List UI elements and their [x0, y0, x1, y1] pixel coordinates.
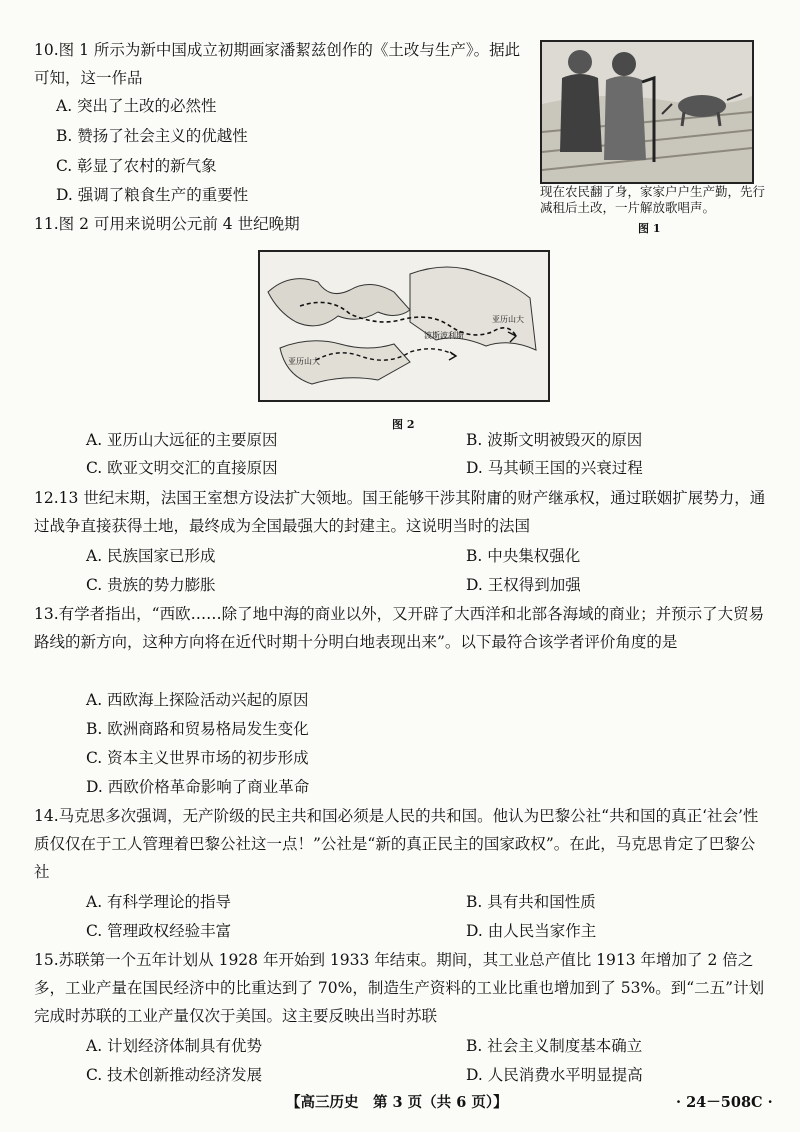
q11-option-b[interactable]: B. 波斯文明被毁灭的原因	[466, 431, 643, 449]
q12-option-c[interactable]: C. 贵族的势力膨胀	[86, 576, 216, 594]
q15-option-c[interactable]: C. 技术创新推动经济发展	[86, 1066, 263, 1084]
question-14-stem: 14.马克思多次强调，无产阶级的民主共和国必须是人民的共和国。他认为巴黎公社“共和国的真正‘社会’性质仅仅在于工人管理着巴黎公社这一点！”公社是“新的真正民主的国家政权”。在此，马克思肯定了巴黎公社	[34, 807, 759, 881]
q14-option-b[interactable]: B. 具有共和国性质	[466, 893, 596, 911]
question-13	[34, 600, 769, 656]
q14-option-d[interactable]: D. 由人民当家作主	[466, 922, 597, 940]
exam-code: · 24－508C ·	[676, 1094, 773, 1111]
q12-option-b[interactable]: B. 中央集权强化	[466, 547, 581, 565]
figure-1-label: 图 1	[638, 222, 661, 235]
question-15-stem: 15.苏联第一个五年计划从 1928 年开始到 1933 年结束。期间，其工业总产值比 1913 年增加了 2 倍之多，工业产量在国民经济中的比重达到了 70%，制造生产资料的工业比重也增加到了 53%。到“二五”计划完成时苏联的工业产量仅次于美国。这主要反映出当时苏联	[34, 951, 765, 1025]
q13-option-d[interactable]: D. 西欧价格革命影响了商业革命	[86, 778, 310, 796]
q14-option-c[interactable]: C. 管理政权经验丰富	[86, 922, 232, 940]
question-11	[34, 210, 769, 238]
q11-option-d[interactable]: D. 马其顿王国的兴衰过程	[466, 459, 643, 477]
map-label-alexandria-east: 亚历山大	[492, 315, 524, 324]
q13-option-c[interactable]: C. 资本主义世界市场的初步形成	[86, 749, 309, 767]
page-footer: 【高三历史 第 3 页（共 6 页）】	[286, 1094, 508, 1111]
question-15	[34, 946, 769, 1030]
map-label-alexandria: 亚历山大	[288, 357, 320, 366]
figure-2-label: 图 2	[392, 418, 415, 431]
question-12	[34, 484, 769, 540]
question-10-stem: 10.图 1 所示为新中国成立初期画家潘絜兹创作的《土改与生产》。据此可知，这一作品	[34, 41, 521, 87]
figure-1-illustration	[540, 40, 754, 184]
farmers-illustration	[542, 42, 752, 182]
question-12-stem: 12.13 世纪末期，法国王室想方设法扩大领地。国王能够干涉其附庸的财产继承权，通过联姻扩展势力，通过战争直接获得土地，最终成为全国最强大的封建主。这说明当时的法国	[34, 489, 766, 535]
alexander-route-map	[260, 252, 548, 400]
question-13-stem: 13.有学者指出，“西欧……除了地中海的商业以外，又开辟了大西洋和北部各海域的商业；并预示了大贸易路线的新方向，这种方向将在近代时期十分明白地表现出来”。以下最符合该学者评价角度的是	[34, 605, 765, 651]
q12-option-a[interactable]: A. 民族国家已形成	[86, 547, 216, 565]
q15-option-b[interactable]: B. 社会主义制度基本确立	[466, 1037, 643, 1055]
question-14	[34, 802, 769, 886]
figure-1-caption: 现在农民翻了身，家家户户生产勤，先行减租后土改，一片解放歌唱声。	[540, 184, 766, 215]
q15-option-d[interactable]: D. 人民消费水平明显提高	[466, 1066, 643, 1084]
q10-option-a[interactable]: A. 突出了土改的必然性	[56, 97, 217, 115]
q13-option-a[interactable]: A. 西欧海上探险活动兴起的原因	[86, 691, 309, 709]
q14-option-a[interactable]: A. 有科学理论的指导	[86, 893, 232, 911]
question-11-stem: 11.图 2 可用来说明公元前 4 世纪晚期	[34, 215, 300, 233]
q10-option-d[interactable]: D. 强调了粮食生产的重要性	[56, 186, 249, 204]
figure-2-map	[258, 250, 550, 402]
q12-option-d[interactable]: D. 王权得到加强	[466, 576, 581, 594]
q15-option-a[interactable]: A. 计划经济体制具有优势	[86, 1037, 263, 1055]
map-label-persepolis: 波斯波利斯	[424, 331, 464, 340]
q11-option-c[interactable]: C. 欧亚文明交汇的直接原因	[86, 459, 278, 477]
q13-option-b[interactable]: B. 欧洲商路和贸易格局发生变化	[86, 720, 309, 738]
question-10	[34, 36, 534, 92]
q11-option-a[interactable]: A. 亚历山大远征的主要原因	[86, 431, 278, 449]
q10-option-c[interactable]: C. 彰显了农村的新气象	[56, 157, 217, 175]
q10-option-b[interactable]: B. 赞扬了社会主义的优越性	[56, 127, 248, 145]
